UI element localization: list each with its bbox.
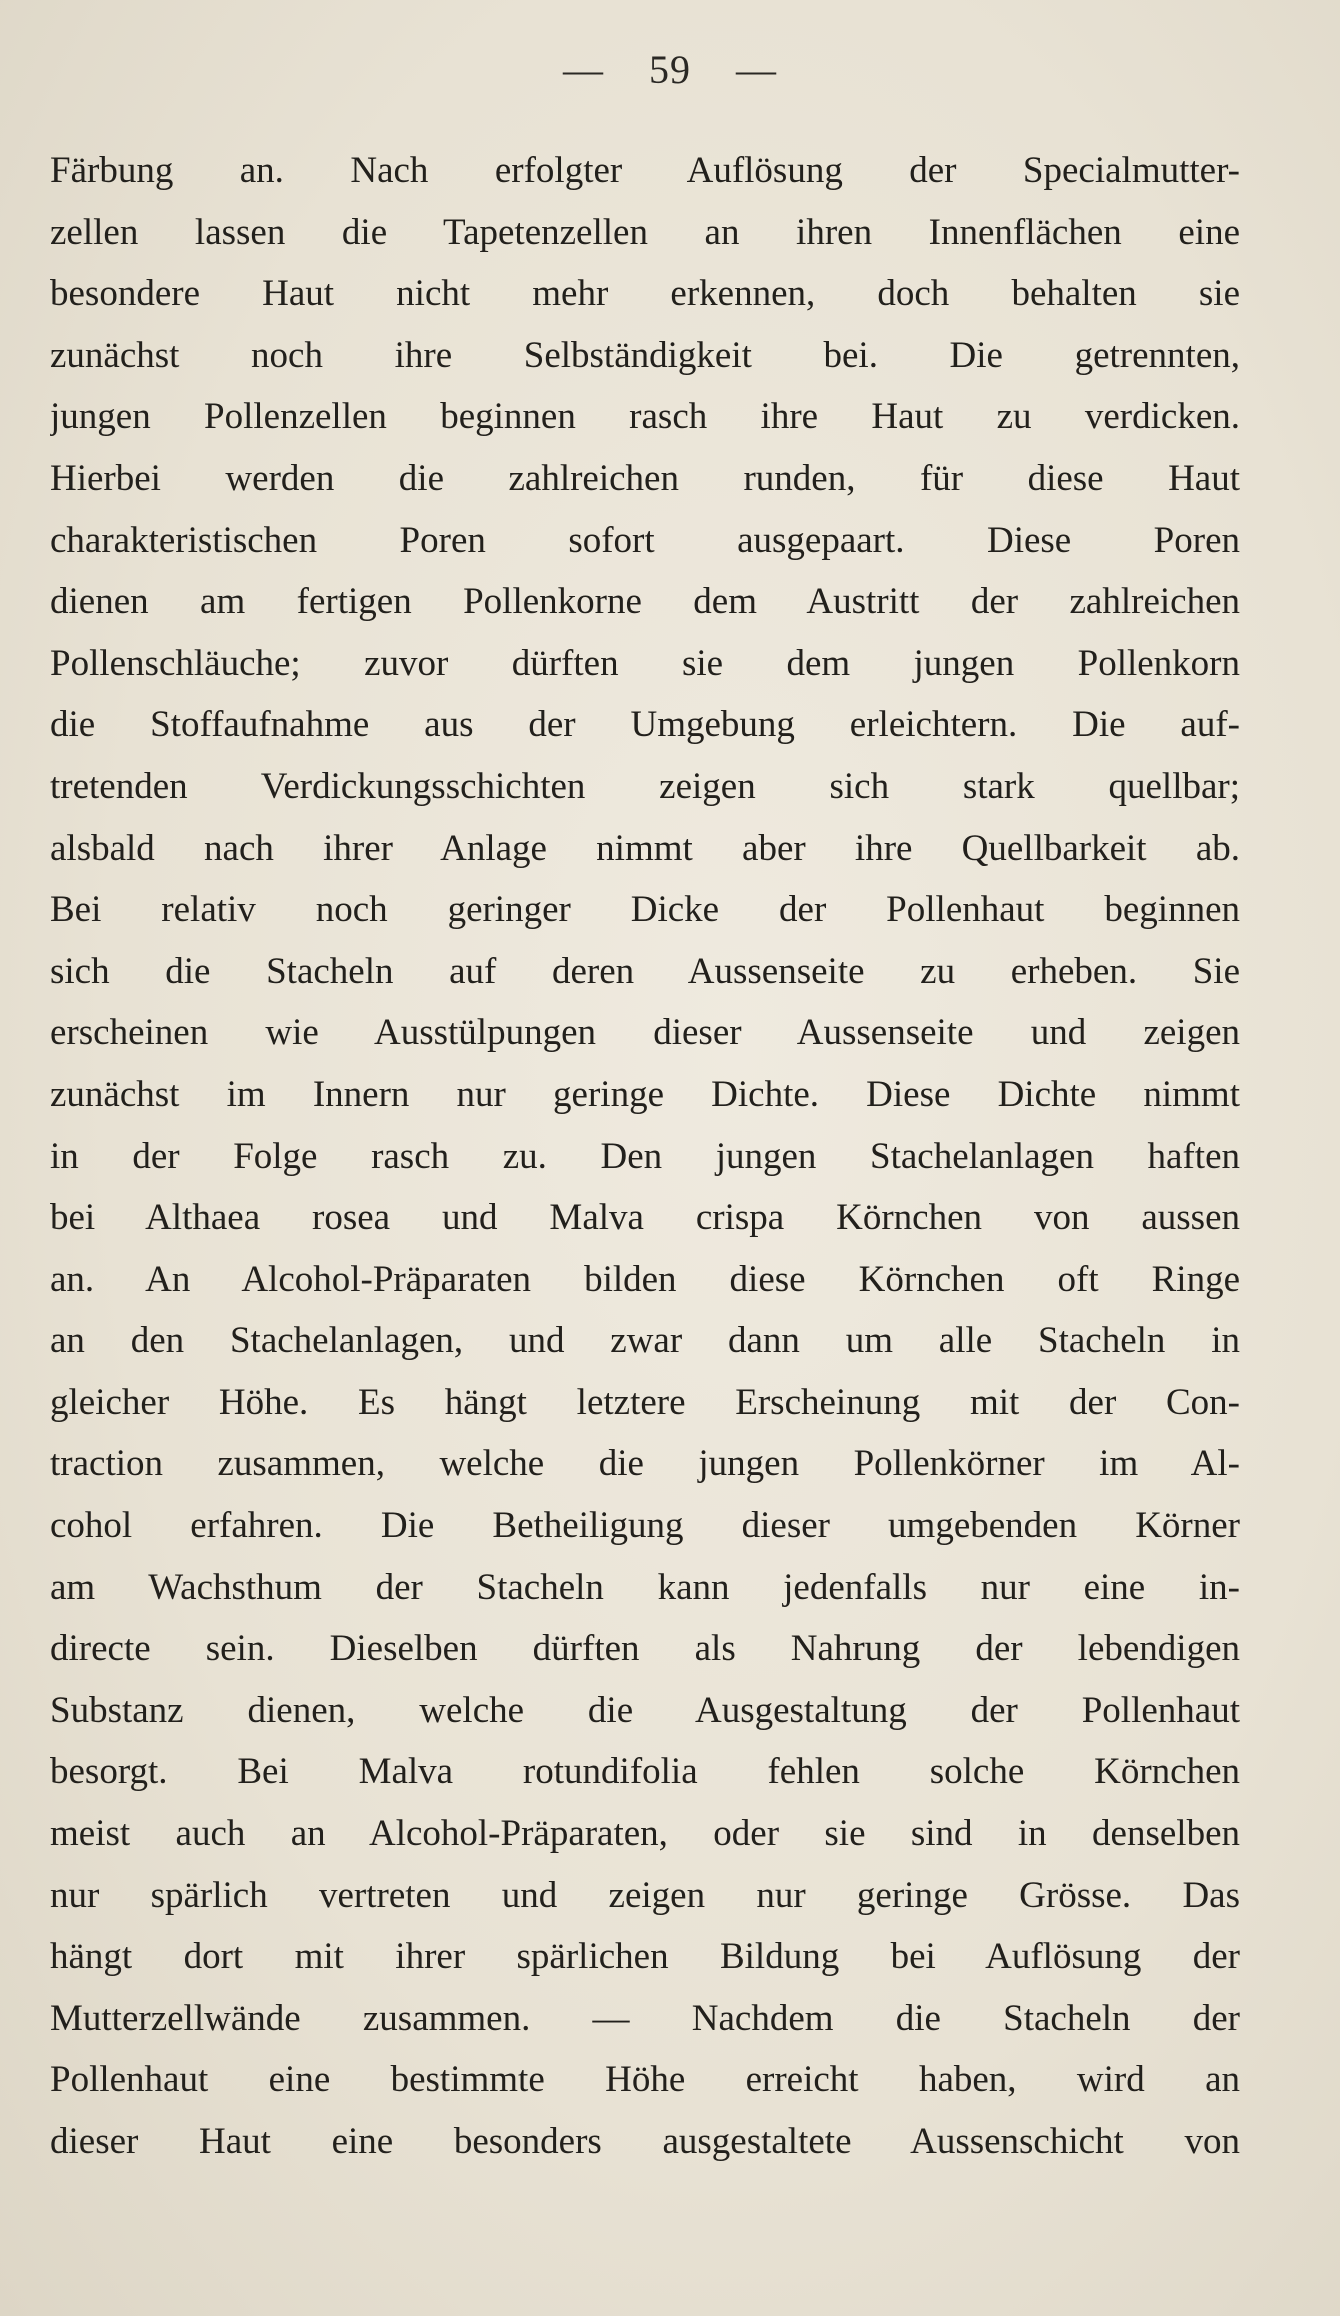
text-line: hängt dort mit ihrer spärlichen Bildung bei Auflösung der (50, 1936, 1240, 1978)
body-text (50, 140, 1240, 2173)
text-line: erscheinen wie Ausstülpungen dieser Aussenseite und zeigen (50, 1012, 1240, 1054)
text-line: die Stoffaufnahme aus der Umgebung erleichtern. Die auf- (50, 704, 1240, 746)
text-line: cohol erfahren. Die Betheiligung dieser umgebenden Körner (50, 1505, 1240, 1547)
text-line: nur spärlich vertreten und zeigen nur geringe Grösse. Das (50, 1874, 1240, 1916)
page-header (0, 46, 1340, 93)
text-line: Färbung an. Nach erfolgter Auflösung der Specialmutter- (50, 150, 1240, 191)
text-line: am Wachsthum der Stacheln kann jedenfalls nur eine in- (50, 1566, 1240, 1608)
text-line: Bei relativ noch geringer Dicke der Pollenhaut beginnen (50, 889, 1240, 931)
text-line: besorgt. Bei Malva rotundifolia fehlen solche Körnchen (50, 1751, 1240, 1793)
page-number: 59 (649, 47, 691, 92)
text-line: directe sein. Dieselben dürften als Nahrung der lebendigen (50, 1628, 1240, 1670)
text-line: Pollenschläuche; zuvor dürften sie dem jungen Pollenkorn (50, 642, 1240, 684)
text-line: dienen am fertigen Pollenkorne dem Austritt der zahlreichen (50, 581, 1240, 623)
text-line: Substanz dienen, welche die Ausgestaltung der Pollenhaut (50, 1689, 1240, 1731)
text-line: Mutterzellwände zusammen. — Nachdem die Stacheln der (50, 1997, 1240, 2039)
text-line: zunächst im Innern nur geringe Dichte. Diese Dichte nimmt (50, 1073, 1240, 1115)
text-line: traction zusammen, welche die jungen Pollenkörner im Al- (50, 1443, 1240, 1485)
text-line: zellen lassen die Tapetenzellen an ihren Innenflächen eine (50, 211, 1240, 253)
text-line: bei Althaea rosea und Malva crispa Körnchen von aussen (50, 1197, 1240, 1239)
text-line: charakteristischen Poren sofort ausgepaart. Diese Poren (50, 519, 1240, 561)
text-line: dieser Haut eine besonders ausgestaltete Aussenschicht von (50, 2121, 1240, 2162)
text-line: Hierbei werden die zahlreichen runden, für diese Haut (50, 457, 1240, 499)
text-line: zunächst noch ihre Selbständigkeit bei. Die getrennten, (50, 334, 1240, 376)
text-line: tretenden Verdickungsschichten zeigen sich stark quellbar; (50, 765, 1240, 807)
text-line: jungen Pollenzellen beginnen rasch ihre Haut zu verdicken. (50, 396, 1240, 438)
text-line: gleicher Höhe. Es hängt letztere Erscheinung mit der Con- (50, 1381, 1240, 1423)
text-line: alsbald nach ihrer Anlage nimmt aber ihre Quellbarkeit ab. (50, 827, 1240, 869)
text-line: in der Folge rasch zu. Den jungen Stachelanlagen haften (50, 1135, 1240, 1177)
header-dash-right: — (736, 47, 777, 92)
text-line: besondere Haut nicht mehr erkennen, doch behalten sie (50, 273, 1240, 315)
text-line: an. An Alcohol-Präparaten bilden diese Körnchen oft Ringe (50, 1258, 1240, 1300)
header-dash-left: — (563, 47, 604, 92)
text-line: an den Stachelanlagen, und zwar dann um alle Stacheln in (50, 1320, 1240, 1362)
text-line: meist auch an Alcohol-Präparaten, oder sie sind in denselben (50, 1813, 1240, 1855)
text-line: Pollenhaut eine bestimmte Höhe erreicht haben, wird an (50, 2059, 1240, 2101)
text-line: sich die Stacheln auf deren Aussenseite zu erheben. Sie (50, 950, 1240, 992)
